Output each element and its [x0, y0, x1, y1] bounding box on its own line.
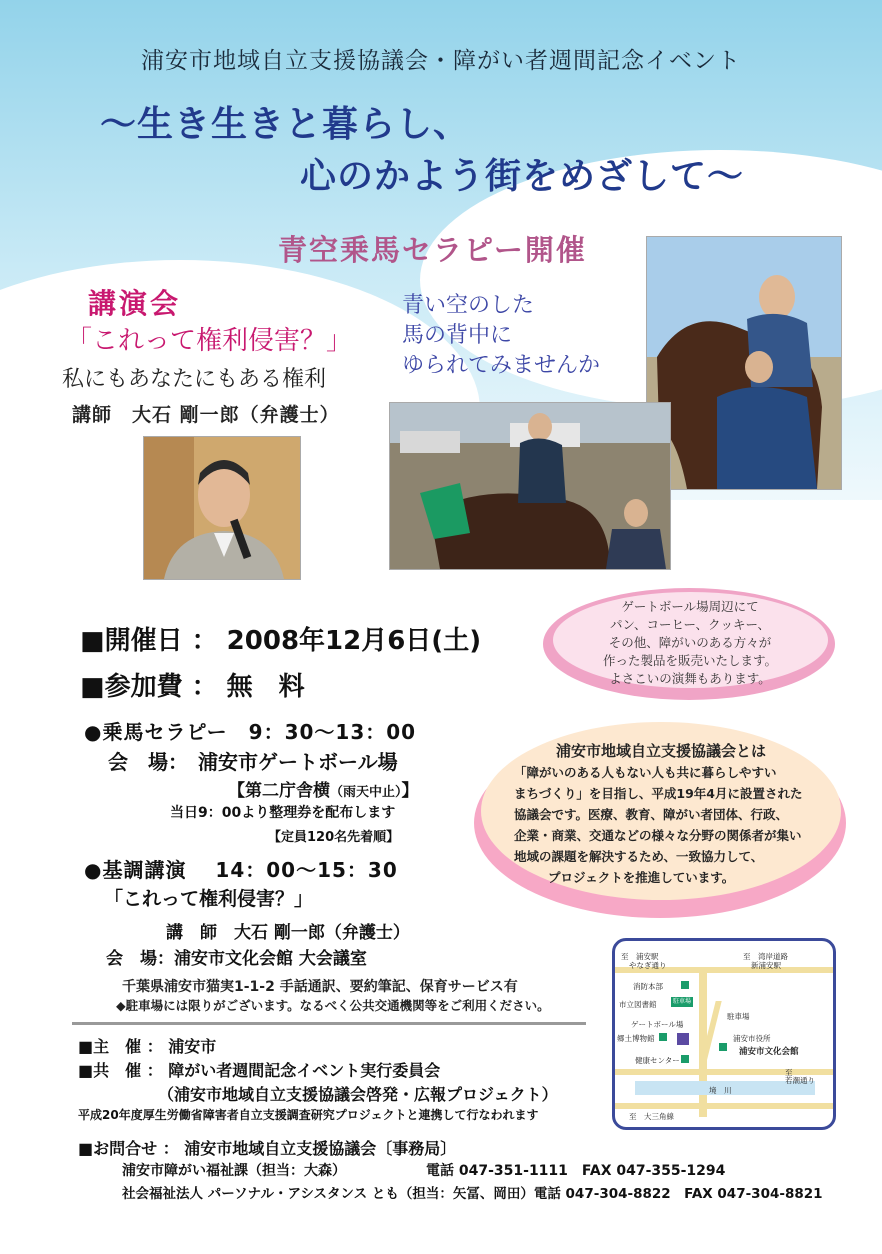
speaker-photo	[143, 436, 301, 580]
lecture-label: 講演会	[88, 287, 182, 320]
therapy-title: 青空乗馬セラピー開催	[278, 233, 587, 267]
map-marker	[719, 1043, 727, 1051]
contact-line2: 社会福祉法人 パーソナル・アシスタンス とも（担当：矢冨、岡田）電話 047-304-8822 FAX 047-304-8821	[122, 1186, 823, 1202]
about-line: まちづくり」を目指し、平成19年4月に設置された	[514, 786, 803, 801]
keynote-venue: 会 場：浦安市文化会館 大会議室	[106, 949, 367, 969]
map-label: 郷土博物館	[617, 1034, 655, 1043]
sales-line: パン、コーヒー、クッキー、	[609, 617, 770, 632]
about-text	[514, 762, 824, 888]
sales-line: 作った製品を販売いたします。	[602, 653, 777, 668]
venue-detail: 【第二庁舎横	[228, 781, 330, 801]
map-label: 至 湾岸道路	[743, 952, 788, 961]
riding-title: ●乗馬セラピー 9：30〜13：00	[84, 720, 417, 744]
lecture-speaker: 講師 大石 剛一郎（弁護士）	[72, 404, 340, 426]
map-label: 至 浦安駅	[621, 952, 659, 961]
riding-venue: 会 場： 浦安市ゲートボール場	[108, 750, 398, 774]
sales-line: その他、障がいのある方々が	[608, 635, 772, 650]
map-road	[615, 1103, 833, 1109]
sales-line: ゲートボール場周辺にて	[621, 599, 759, 614]
riding-venue-detail	[228, 776, 419, 801]
participation-fee: ■参加費 ： 無 料	[80, 672, 305, 702]
rain-note: （雨天中止）	[330, 785, 402, 800]
lecture-subtitle: 私にもあなたにもある権利	[62, 367, 327, 392]
section-divider	[72, 1022, 586, 1025]
lecture-title: 「これって権利侵害？」	[66, 326, 353, 356]
collaboration-note: 平成20年度厚生労働省障害者自立支援調査研究プロジェクトと連携して行なわれます	[78, 1108, 539, 1122]
map-label: やなぎ通り	[629, 961, 667, 970]
about-line: 「障がいのある人もない人も共に暮らしやすい	[514, 765, 777, 780]
cohost-detail: （浦安市地域自立支援協議会啓発・広報プロジェクト）	[158, 1085, 558, 1104]
riding-ticket-note: 当日9：00より整理券を配布します	[170, 805, 396, 821]
horse-rider-photo	[646, 236, 842, 490]
map-marker	[659, 1033, 667, 1041]
map-label: 市立図書館	[619, 1000, 657, 1009]
map-label: 至 大三角線	[629, 1112, 674, 1121]
keynote-title: ●基調講演 14：00〜15：30	[84, 858, 398, 882]
catch-line2: 馬の背中に	[402, 323, 513, 348]
map-label-venue: 浦安市文化会館	[739, 1047, 799, 1057]
parking-note: ◆駐車場には限りがございます。なるべく公共交通機関等をご利用ください。	[116, 998, 550, 1013]
about-line: 地域の課題を解決するため、一致協力して、	[514, 849, 764, 864]
keynote-theme: 「これって権利侵害？」	[104, 888, 314, 910]
map-parking-marker: 駐車場	[672, 998, 691, 1005]
map-marker	[681, 1055, 689, 1063]
about-title: 浦安市地域自立支援協議会とは	[555, 742, 766, 760]
map-label: 境 川	[709, 1086, 732, 1095]
access-map	[612, 938, 836, 1130]
contact-line1-tel: 電話 047-351-1111 FAX 047-355-1294	[426, 1163, 726, 1179]
venue-bracket: 】	[401, 781, 419, 801]
map-marker	[681, 981, 689, 989]
map-label: 消防本部	[633, 982, 663, 991]
map-label: 至	[785, 1068, 793, 1077]
host-line: ■主 催 ： 浦安市	[78, 1037, 217, 1056]
cohost-line: ■共 催 ： 障がい者週間記念イベント実行委員会	[78, 1061, 441, 1080]
slogan-line2: 心のかよう街をめざして〜	[300, 156, 745, 197]
venue-address: 千葉県浦安市猫実1-1-2 手話通訳、要約筆記、保育サービス有	[122, 979, 518, 995]
horse-event-photo	[389, 402, 671, 570]
catch-line1: 青い空のした	[402, 293, 535, 318]
keynote-speaker: 講 師 大石 剛一郎（弁護士）	[166, 923, 410, 943]
map-label: 駐車場	[727, 1012, 750, 1021]
sales-line: よさこいの演舞もあります。	[609, 671, 771, 686]
slogan-line1: 〜生き生きと暮らし、	[100, 104, 471, 145]
about-line: 協議会です。医療、教育、障がい者団体、行政、	[514, 807, 789, 822]
map-label: 新浦安駅	[751, 961, 781, 970]
contact-title: ■お問合せ ： 浦安市地域自立支援協議会〔事務局〕	[78, 1139, 457, 1158]
organizer-line: 浦安市地域自立支援協議会・障がい者週間記念イベント	[141, 48, 741, 74]
about-line: プロジェクトを推進しています。	[548, 870, 735, 885]
sales-bubble-text	[580, 598, 800, 688]
map-label: 若潮通り	[785, 1076, 815, 1085]
map-label: 健康センター	[635, 1056, 680, 1065]
catch-line3: ゆられてみませんか	[402, 353, 601, 378]
map-gateball-marker	[677, 1033, 689, 1045]
event-date: ■開催日 ： 2008年12月6日(土)	[80, 626, 482, 656]
contact-line1-org: 浦安市障がい福祉課（担当：大森）	[122, 1163, 346, 1179]
map-label: 浦安市役所	[733, 1034, 771, 1043]
riding-capacity: 【定員120名先着順】	[268, 830, 400, 845]
about-line: 企業・商業、交通などの様々な分野の関係者が集い	[514, 828, 802, 843]
map-label: ゲートボール場	[631, 1020, 684, 1029]
